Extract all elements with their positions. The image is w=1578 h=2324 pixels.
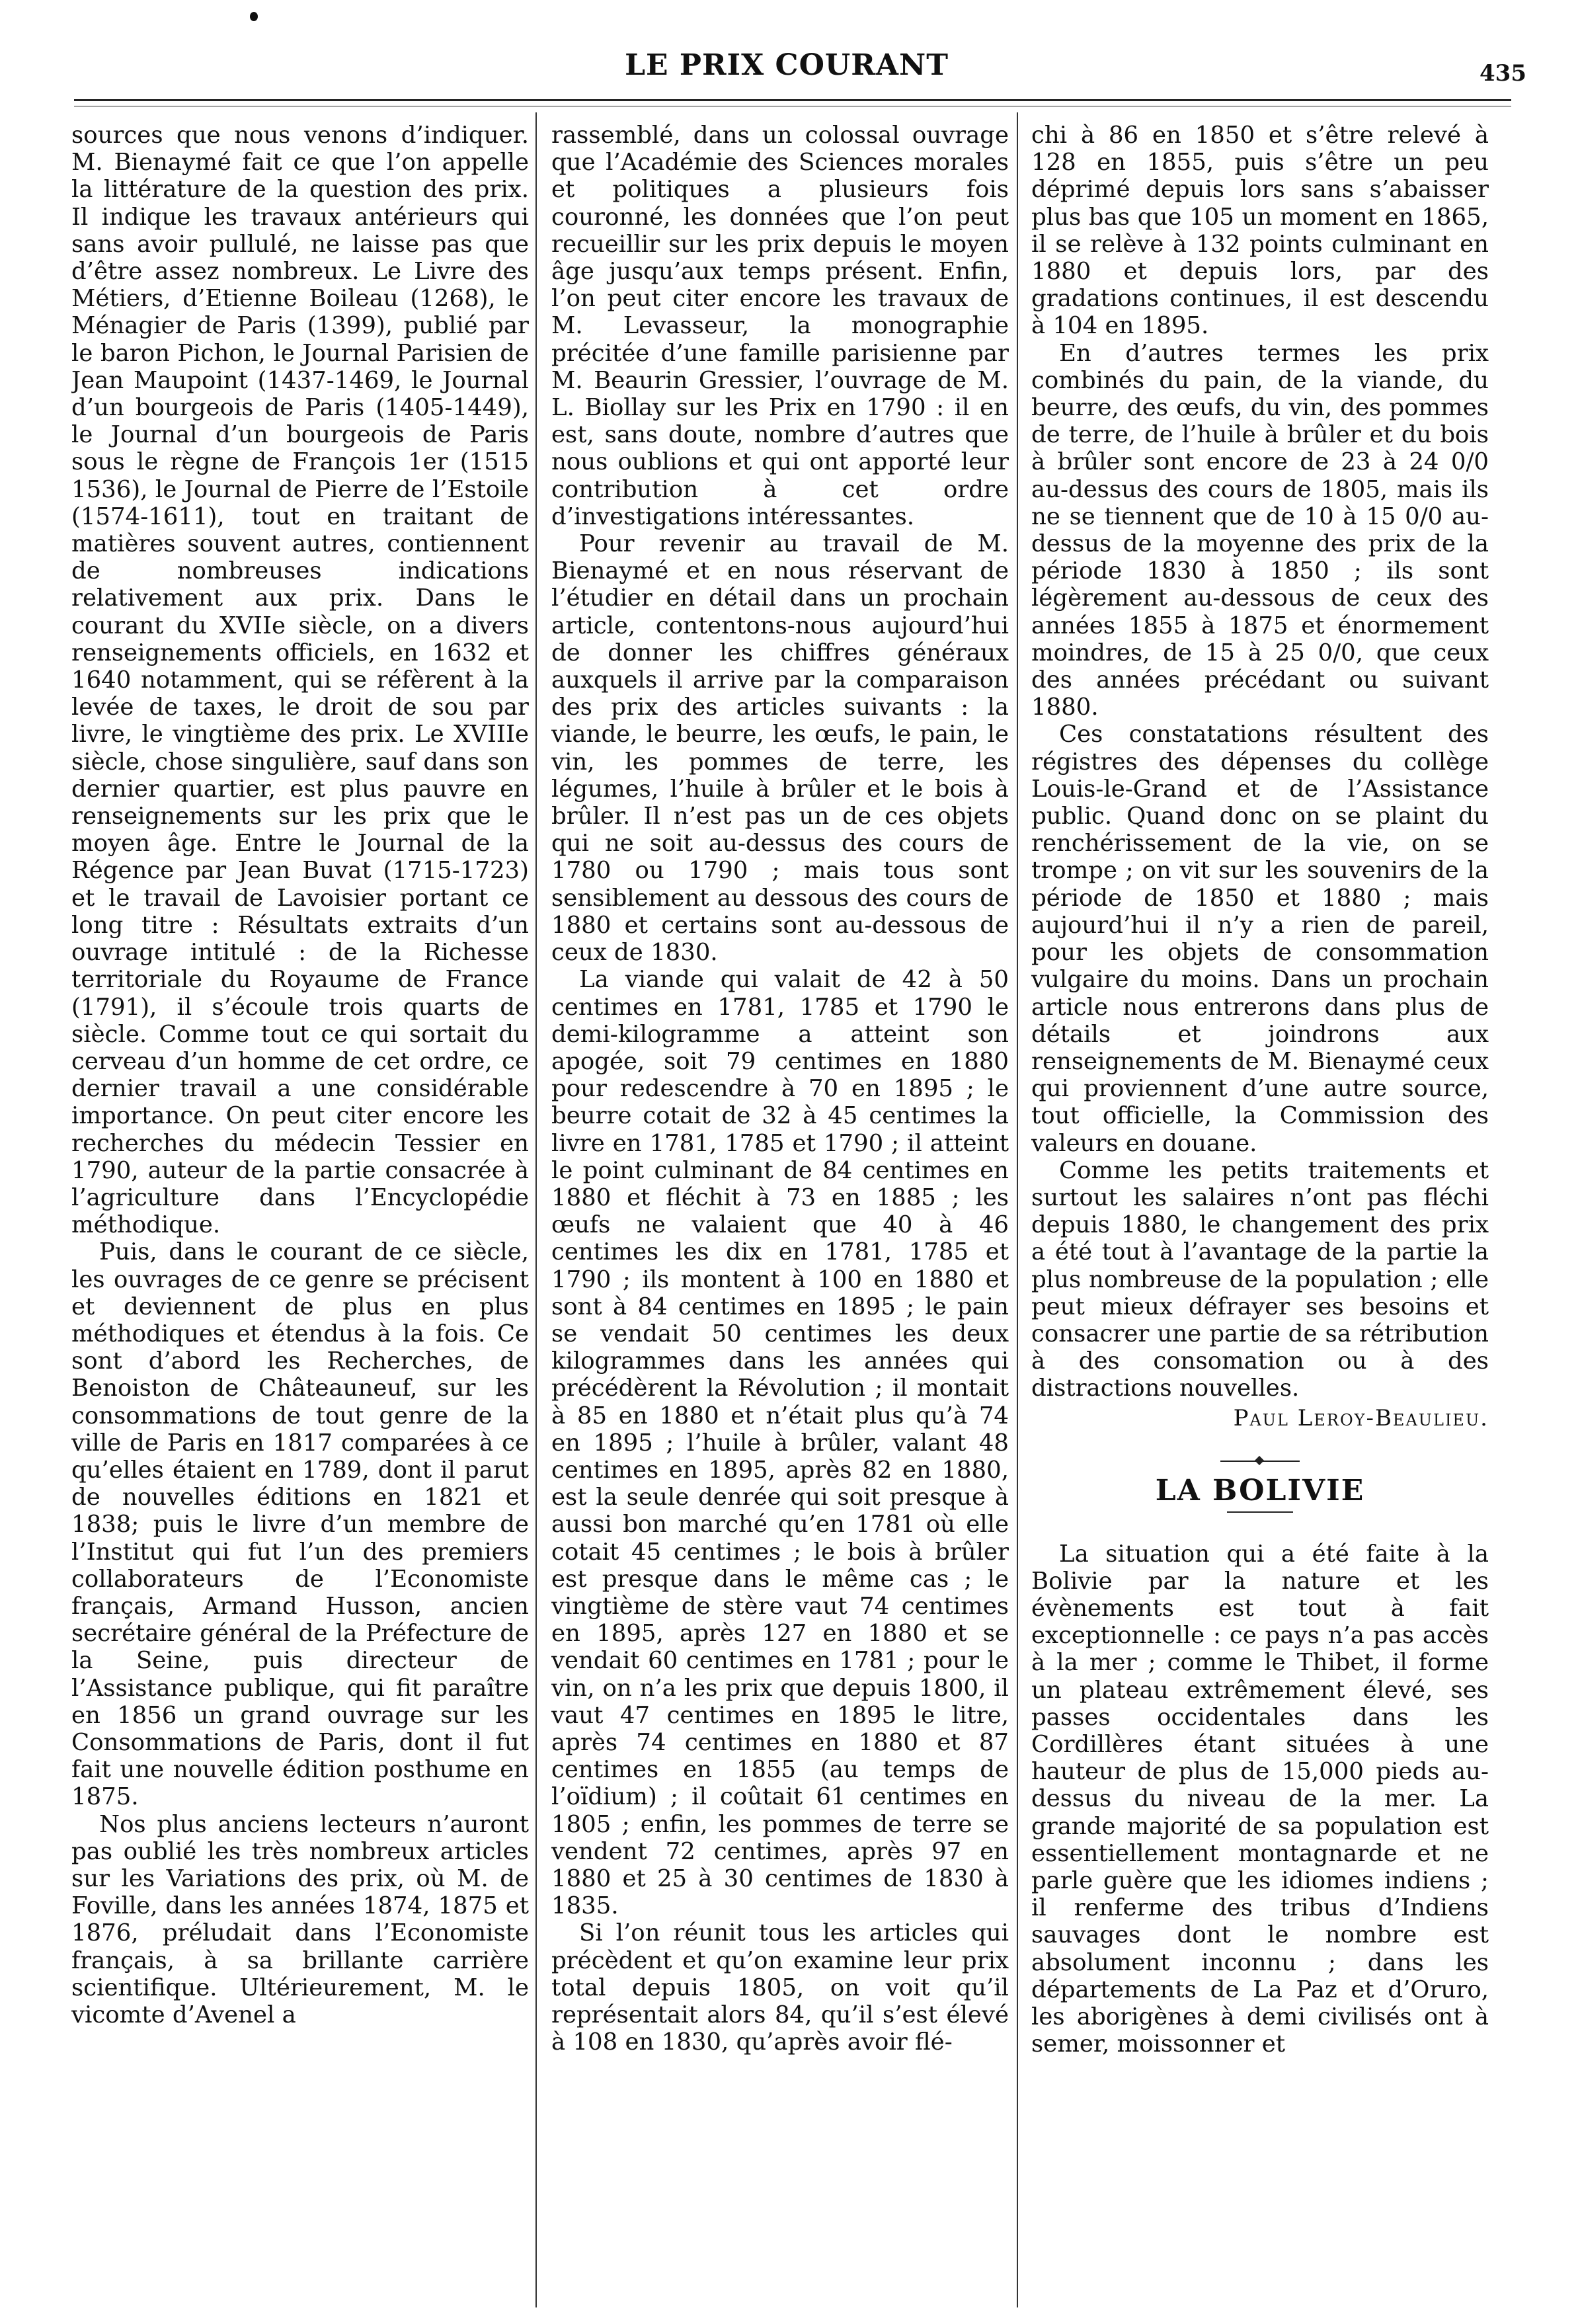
- paragraph: En d’autres termes les prix combinés du pain, de la viande, du beurre, des œufs, du vin, des pommes de terre, de l’huile à brûler et du bois à brûler sont encore de 23 à 24 0/0 au-dessus des cours de 1805, mais ils ne se tiennent que de 10 à 15 0/0 au-dessus de la moyenne des prix de la période 1830 à 1850 ; ils sont légèrement au-dessous de ceux des années 1855 à 1875 et énormement moindres, de 15 à 25 0/0, que ceux des années précédant ou suivant 1880.: [1031, 339, 1489, 721]
- title-underline: [1227, 1511, 1293, 1513]
- column-divider: [1017, 112, 1018, 2307]
- author-signature: Paul Leroy-Beaulieu.: [1233, 1404, 1489, 1431]
- running-head: [0, 43, 1578, 96]
- paragraph: La viande qui valait de 42 à 50 centimes en 1781, 1785 et 1790 le demi-kilogramme a atteint son apogée, soit 79 centimes en 1880 pour redescendre à 70 en 1895 ; le beurre cotait de 32 à 45 centimes la livre en 1781, 1785 et 1790 ; il atteint le point culminant de 84 centimes en 1880 et fléchit à 73 en 1885 ; les œufs ne valaient que 40 à 46 centimes les dix en 1781, 1785 et 1790 ; ils montent à 100 en 1880 et sont à 84 centimes en 1895 ; le pain se vendait 50 centimes les deux kilogrammes dans les années qui précédèrent la Révolution ; il montait à 85 en 1880 et n’était plus qu’à 74 en 1895 ; l’huile à brûler, valant 48 centimes en 1895, après 82 en 1880, est la seule denrée qui soit presque à aussi bon marché qu’en 1781 où elle cotait 45 centimes ; le bois à brûler est presque dans le même cas ; le vingtième de stère vaut 74 centimes en 1895, après 127 en 1880 et se vendait 60 centimes en 1781 ; pour le vin, on n’a les prix que depuis 1800, il vaut 47 centimes en 1895 le litre, après 74 centimes en 1880 et 87 centimes en 1855 (au temps de l’oïdium) ; il coûtait 61 centimes en 1805 ; enfin, les pommes de terre se vendent 72 centimes, après 97 en 1880 et 25 à 30 centimes de 1830 à 1835.: [551, 966, 1009, 1920]
- column-middle: [551, 122, 1009, 2304]
- section-title: LA BOLIVIE: [1155, 1473, 1365, 1507]
- section-separator: [1220, 1461, 1300, 1462]
- page-number: 435: [1479, 60, 1526, 87]
- paragraph: Si l’on réunit tous les articles qui précèdent et qu’on examine leur prix total depuis 1805, on voit qu’il représentait alors 84, qu’il s’est élevé à 108 en 1830, qu’après avoir flé-: [551, 1919, 1009, 2056]
- paragraph: Pour revenir au travail de M. Bienaymé et en nous réservant de l’étudier en détail dans un prochain article, contentons-nous aujourd’hui de donner les chiffres généraux auxquels il arrive par la comparaison des prix des articles suivants : la viande, le beurre, les œufs, le pain, le vin, les pommes de terre, les légumes, l’huile à brûler et le bois à brûler. Il n’est pas un de ces objets qui ne soit au-dessus des cours de 1780 ou 1790 ; mais tous sont sensiblement au dessous des cours de 1880 et certains sont au-dessous de ceux de 1830.: [551, 530, 1009, 967]
- journal-title: LE PRIX COURANT: [625, 48, 949, 82]
- column-left: [71, 122, 529, 2304]
- paragraph: Comme les petits traitements et surtout les salaires n’ont pas fléchi depuis 1880, le changement des prix a été tout à l’avantage de la partie la plus nombreuse de la population ; elle peut mieux défrayer ses besoins et consacrer une partie de sa rétribution à des consomation ou à des distractions nouvelles.: [1031, 1156, 1489, 1402]
- column-divider: [535, 112, 537, 2307]
- paragraph: chi à 86 en 1850 et s’être relevé à 128 en 1855, puis s’être un peu déprimé depuis lors sans s’abaisser plus bas que 105 un moment en 1865, il se relève à 132 points culminant en 1880 et depuis lors, par des gradations continues, il est descendu à 104 en 1895.: [1031, 122, 1489, 340]
- paragraph: Puis, dans le courant de ce siècle, les ouvrages de ce genre se précisent et deviennent de plus en plus méthodiques et étendus à la fois. Ce sont d’abord les Recherches, de Benoiston de Châteauneuf, sur les consommations de tout genre de la ville de Paris en 1817 comparées à ce qu’elles étaient en 1789, dont il parut de nouvelles éditions en 1821 et 1838; puis le livre d’un membre de l’Institut qui fut l’un des premiers collaborateurs de l’Economiste français, Armand Husson, ancien secrétaire général de la Préfecture de la Seine, puis directeur de l’Assistance publique, qui fit paraître en 1856 un grand ouvrage sur les Consommations de Paris, dont il fut fait une nouvelle édition posthume en 1875.: [71, 1238, 529, 1811]
- paragraph: sources que nous venons d’indiquer. M. Bienaymé fait ce que l’on appelle la littérature de la question des prix. Il indique les travaux antérieurs qui sans avoir pullulé, ne laisse pas que d’être assez nombreux. Le Livre des Métiers, d’Etienne Boileau (1268), le Ménagier de Paris (1399), publié par le baron Pichon, le Journal Parisien de Jean Maupoint (1437-1469, le Journal d’un bourgeois de Paris (1405-1449), le Journal d’un bourgeois de Paris sous le règne de François 1er (1515 1536), le Journal de Pierre de l’Estoile (1574-1611), tout en traitant de matières souvent autres, contiennent de nombreuses indications relativement aux prix. Dans le courant du XVIIe siècle, on a divers renseignements officiels, en 1632 et 1640 notamment, qui se réfèrent à la levée de taxes, le droit de sou par livre, le vingtième des prix. Le XVIIIe siècle, chose singulière, sauf dans son dernier quartier, est plus pauvre en renseignements sur les prix que le moyen âge. Entre le Journal de la Régence par Jean Buvat (1715-1723) et le travail de Lavoisier portant ce long titre : Résultats extraits d’un ouvrage intitulé : de la Richesse territoriale du Royaume de France (1791), il s’écoule trois quarts de siècle. Comme tout ce qui sortait du cerveau d’un homme de cet ordre, ce dernier travail a une considérable importance. On peut citer encore les recherches du médecin Tessier en 1790, auteur de la partie consacrée à l’agriculture dans l’Encyclopédie méthodique.: [71, 122, 529, 1239]
- paragraph: Nos plus anciens lecteurs n’auront pas oublié les très nombreux articles sur les Variations des prix, où M. de Foville, dans les années 1874, 1875 et 1876, préludait dans l’Economiste français, à sa brillante carrière scientifique. Ultérieurement, M. le vicomte d’Avenel a: [71, 1810, 529, 2029]
- column-right: [1031, 122, 1489, 2304]
- paragraph: Ces constatations résultent des régistres des dépenses du collège Louis-le-Grand et de l’Assistance public. Quand donc on se plaint du renchérissement de la vie, on se trompe ; on vit sur les souvenirs de la période de 1850 et 1880 ; mais aujourd’hui il n’y a rien de pareil, pour les objets de consommation vulgaire du moins. Dans un prochain article nous entrerons dans plus de détails et joindrons aux renseignements de M. Bienaymé ceux qui proviennent d’une autre source, tout officielle, la Commission des valeurs en douane.: [1031, 721, 1489, 1157]
- paragraph: rassemblé, dans un colossal ouvrage que l’Académie des Sciences morales et politiques a plusieurs fois couronné, les données que l’on peut recueillir sur les prix depuis le moyen âge jusqu’aux temps présent. Enfin, l’on peut citer encore les travaux de M. Levasseur, la monographie précitée d’une famille parisienne par M. Beaurin Gressier, l’ouvrage de M. L. Biollay sur les Prix en 1790 : il en est, sans doute, nombre d’autres que nous oublions et qui ont apporté leur contribution à cet ordre d’investigations intéressantes.: [551, 122, 1009, 530]
- paragraph: La situation qui a été faite à la Bolivie par la nature et les évènements est tout à fait exceptionnelle : ce pays n’a pas accès à la mer ; comme le Thibet, il forme un plateau extrêmement élevé, ses passes occidentales dans les Cordillères étant situées à une hauteur de plus de 15,000 pieds au-dessus du niveau de la mer. La grande majorité de sa population est essentiellement montagnarde et ne parle guère que les idiomes indiens ; il renferme des tribus d’Indiens sauvages dont le nombre est absolument inconnu ; dans les départements de La Paz et d’Oruro, les aborigènes à demi civilisés ont à semer, moissonner et: [1031, 1540, 1489, 2058]
- header-rule: [74, 99, 1511, 101]
- ink-speck: [250, 12, 258, 21]
